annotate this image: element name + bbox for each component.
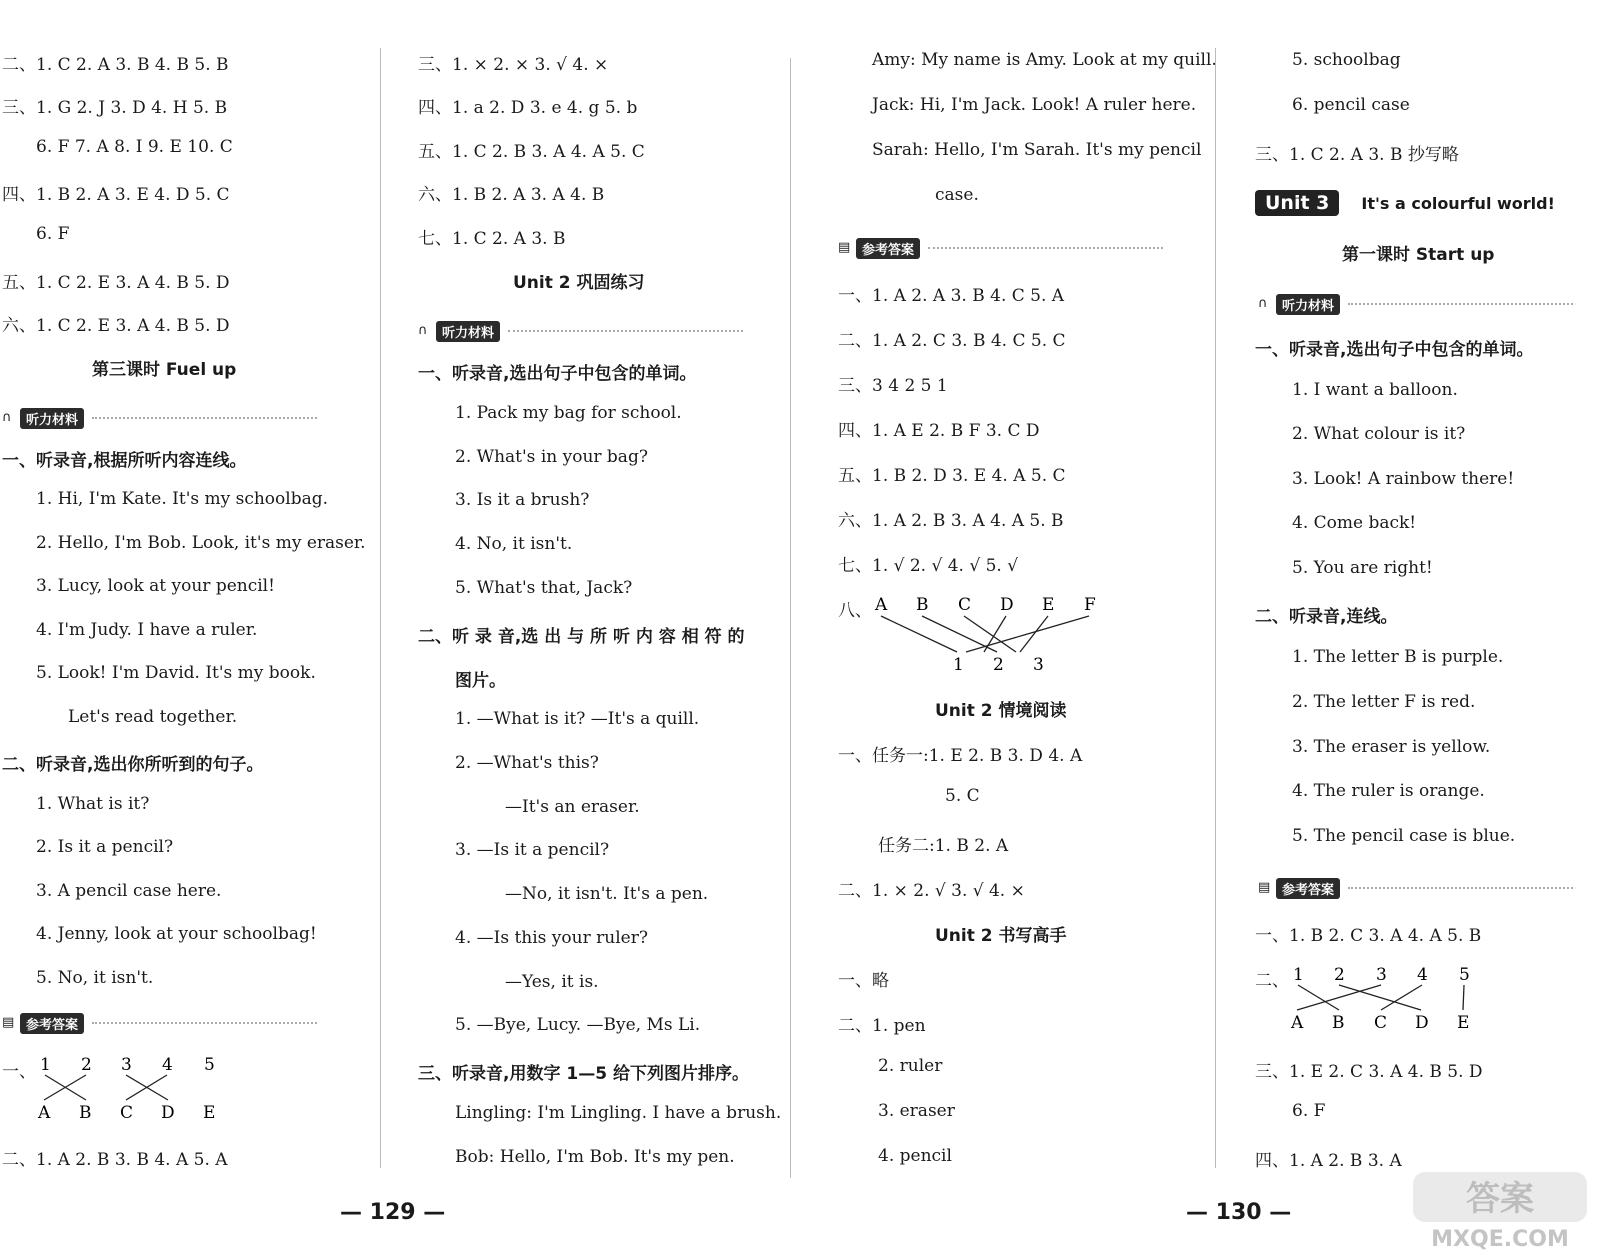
dotted-rule [508,330,743,332]
match-prefix: 一、 [2,1062,36,1082]
transcript-line: 4. Jenny, look at your schoolbag! [36,924,317,944]
watermark-text: 答案 [1466,1179,1534,1219]
transcript-line: 1. Pack my bag for school. [455,403,682,423]
question-title-cont: 图片。 [455,671,506,691]
headphones-icon: ∩ [1258,296,1268,311]
listening-tag [2,408,317,428]
dotted-rule [92,417,317,419]
section-title: 第三课时 Fuel up [92,360,237,380]
watermark-logo [1405,1168,1595,1253]
match-bottom-label: A [38,1103,51,1122]
transcript-line: 4. Come back! [1292,513,1417,533]
match-top-label: B [916,595,929,615]
answer-line: 六、1. B 2. A 3. A 4. B [418,185,605,205]
match-bottom-label: 1 [953,655,964,675]
transcript-line: 1. The letter B is purple. [1292,647,1504,667]
transcript-line: 4. No, it isn't. [455,534,573,554]
match-prefix: 八、 [838,601,872,621]
answer-line: 6. F 7. A 8. I 9. E 10. C [36,137,233,157]
answer-line: 四、1. A E 2. B F 3. C D [838,421,1040,441]
match-top-label: C [958,595,972,615]
transcript-line: 5. Look! I'm David. It's my book. [36,663,316,683]
answer-line: 七、1. C 2. A 3. B [418,229,566,249]
answer-line: 4. pencil [878,1146,952,1166]
transcript-line: 1. What is it? [36,794,150,814]
listening-tag [1258,294,1573,314]
headphones-icon: ∩ [2,410,12,425]
tag-label: 听力材料 [436,321,500,342]
answer-tag [1258,878,1573,898]
transcript-line: 1. Hi, I'm Kate. It's my schoolbag. [36,489,329,509]
transcript-line: 3. Is it a brush? [455,490,590,510]
answer-line: 二、1. pen [838,1016,926,1036]
match-bottom-label: E [203,1103,216,1122]
listening-tag [418,321,743,341]
match-top-label: 3 [121,1055,132,1075]
match-top-label: 2 [81,1055,92,1075]
question-title: 一、听录音,选出句子中包含的单词。 [1255,340,1534,360]
transcript-line: Lingling: I'm Lingling. I have a brush. [455,1103,782,1123]
transcript-line: 5. You are right! [1292,558,1433,578]
matching-diagram [870,592,1110,687]
answer-line: 一、1. A 2. A 3. B 4. C 5. A [838,286,1065,306]
match-line [984,616,1006,652]
matching-diagram [30,1052,230,1122]
transcript-line: —It's an eraser. [505,797,640,817]
watermark-url: MXQE.COM [1431,1227,1569,1252]
match-line [1381,985,1422,1010]
dialog-line: Amy: My name is Amy. Look at my quill. [872,50,1217,70]
match-top-label: 2 [1334,965,1345,985]
center-gutter [790,58,791,1178]
answer-line: 六、1. C 2. E 3. A 4. B 5. D [2,316,230,336]
match-top-label: 4 [1417,965,1428,985]
transcript-line: 4. The ruler is orange. [1292,781,1485,801]
unit-label: Unit 3 [1255,190,1339,216]
answer-line: 2. ruler [878,1056,943,1076]
tag-label: 听力材料 [20,408,84,429]
tag-label: 参考答案 [856,238,920,259]
headphones-icon: ∩ [418,323,428,338]
answer-line: 四、1. B 2. A 3. E 4. D 5. C [2,185,230,205]
dialog-line: Sarah: Hello, I'm Sarah. It's my pencil [872,140,1202,160]
match-top-label: E [1042,595,1055,615]
answer-line: 五、1. B 2. D 3. E 4. A 5. C [838,466,1066,486]
dialog-line: Jack: Hi, I'm Jack. Look! A ruler here. [872,95,1197,115]
match-top-label: 1 [1293,965,1304,985]
section-title: Unit 2 巩固练习 [513,273,645,293]
match-top-label: F [1084,595,1096,615]
transcript-line: 3. Lucy, look at your pencil! [36,576,275,596]
column-divider [380,48,381,1168]
match-line [966,616,1089,652]
match-line [209,1075,210,1100]
answer-line: 二、1. C 2. A 3. B 4. B 5. B [2,55,229,75]
match-line [1298,985,1339,1010]
match-line [1339,985,1421,1010]
answer-line: 6. pencil case [1292,95,1410,115]
match-prefix: 二、 [1255,971,1289,991]
answer-line: 任务二:1. B 2. A [878,836,1009,856]
transcript-line: 1. I want a balloon. [1292,380,1458,400]
answer-tag [838,238,1163,258]
transcript-line: 5. The pencil case is blue. [1292,826,1516,846]
section-title: Unit 2 书写高手 [935,926,1067,946]
column-divider [1215,48,1216,1168]
match-top-label: 5 [1459,965,1470,985]
answer-line: 三、1. C 2. A 3. B 抄写略 [1255,145,1459,165]
answer-line: 六、1. A 2. B 3. A 4. A 5. B [838,511,1064,531]
matching-diagram [1285,962,1485,1032]
match-line [881,616,957,652]
match-top-label: D [1000,595,1014,615]
transcript-line: 4. —Is this your ruler? [455,928,648,948]
match-top-label: A [875,595,888,615]
page-number: — 130 — [1186,1200,1292,1225]
question-title: 一、听录音,根据所听内容连线。 [2,451,247,471]
question-title: 三、听录音,用数字 1—5 给下列图片排序。 [418,1064,749,1084]
dotted-rule [1348,303,1573,305]
transcript-line: 3. —Is it a pencil? [455,840,610,860]
transcript-line: Bob: Hello, I'm Bob. It's my pen. [455,1147,735,1167]
page-number: — 129 — [340,1200,446,1225]
book-icon: ▤ [2,1015,15,1030]
dotted-rule [928,247,1163,249]
question-title: 二、听录音,选出你所听到的句子。 [2,755,264,775]
match-line [1020,616,1048,652]
dotted-rule [1348,887,1573,889]
answer-line: 三、1. G 2. J 3. D 4. H 5. B [2,98,228,118]
transcript-line: 3. Look! A rainbow there! [1292,469,1515,489]
book-icon: ▤ [1258,880,1271,895]
transcript-line: 3. The eraser is yellow. [1292,737,1491,757]
answer-line: 6. F [1292,1101,1326,1121]
match-line [1297,985,1381,1010]
match-bottom-label: C [1374,1013,1388,1032]
answer-line: 七、1. √ 2. √ 4. √ 5. √ [838,556,1019,576]
answer-line: 5. C [945,786,980,806]
answer-line: 一、任务一:1. E 2. B 3. D 4. A [838,746,1083,766]
transcript-line: 4. I'm Judy. I have a ruler. [36,620,258,640]
transcript-line: —Yes, it is. [505,972,599,992]
transcript-line: 5. —Bye, Lucy. —Bye, Ms Li. [455,1015,701,1035]
match-bottom-label: D [161,1103,175,1122]
transcript-line: 5. What's that, Jack? [455,578,633,598]
answer-line: 三、1. E 2. C 3. A 4. B 5. D [1255,1062,1483,1082]
transcript-line: 2. The letter F is red. [1292,692,1476,712]
tag-label: 参考答案 [1276,878,1340,899]
match-top-label: 5 [204,1055,215,1075]
answer-line: 五、1. C 2. E 3. A 4. B 5. D [2,273,230,293]
question-title: 二、听录音,连线。 [1255,607,1398,627]
section-title: Unit 2 情境阅读 [935,701,1067,721]
match-bottom-label: 3 [1033,655,1044,675]
transcript-line: 2. Hello, I'm Bob. Look, it's my eraser. [36,533,366,553]
answer-line: 一、1. B 2. C 3. A 4. A 5. B [1255,926,1482,946]
answer-line: 一、略 [838,971,889,991]
answer-line: 三、3 4 2 5 1 [838,376,948,396]
match-bottom-label: A [1291,1013,1304,1032]
match-bottom-label: B [79,1103,92,1122]
dialog-line: case. [935,185,979,205]
transcript-line: Let's read together. [68,707,238,727]
answer-line: 三、1. × 2. × 3. √ 4. × [418,55,609,75]
match-bottom-label: B [1332,1013,1345,1032]
dotted-rule [92,1022,317,1024]
match-bottom-label: E [1457,1013,1470,1032]
answer-tag [2,1013,317,1033]
transcript-line: 2. —What's this? [455,753,599,773]
tag-label: 参考答案 [20,1013,84,1034]
answer-line: 四、1. A 2. B 3. A [1255,1151,1402,1171]
match-top-label: 3 [1376,965,1387,985]
unit-subtitle: It's a colourful world! [1361,193,1555,213]
match-bottom-label: C [120,1103,134,1122]
answer-line: 5. schoolbag [1292,50,1401,70]
transcript-line: —No, it isn't. It's a pen. [505,884,709,904]
transcript-line: 3. A pencil case here. [36,881,222,901]
answer-line: 3. eraser [878,1101,955,1121]
answer-line: 6. F [36,224,70,244]
match-bottom-label: D [1415,1013,1429,1032]
tag-label: 听力材料 [1276,294,1340,315]
question-title: 二、听 录 音,选 出 与 所 听 内 容 相 符 的 [418,627,745,647]
answer-line: 五、1. C 2. B 3. A 4. A 5. C [418,142,645,162]
transcript-line: 5. No, it isn't. [36,968,154,988]
match-line [964,616,1016,652]
transcript-line: 2. What colour is it? [1292,424,1466,444]
book-icon: ▤ [838,240,851,255]
transcript-line: 2. What's in your bag? [455,447,648,467]
match-bottom-label: 2 [993,655,1004,675]
match-top-label: 4 [162,1055,173,1075]
match-top-label: 1 [40,1055,51,1075]
question-title: 一、听录音,选出句子中包含的单词。 [418,364,697,384]
answer-line: 四、1. a 2. D 3. e 4. g 5. b [418,98,638,118]
answer-line: 二、1. A 2. C 3. B 4. C 5. C [838,331,1066,351]
answer-line: 二、1. A 2. B 3. B 4. A 5. A [2,1150,228,1170]
unit-header [1255,190,1555,216]
match-line [1463,985,1464,1010]
answer-line: 二、1. × 2. √ 3. √ 4. × [838,881,1025,901]
transcript-line: 2. Is it a pencil? [36,837,174,857]
transcript-line: 1. —What is it? —It's a quill. [455,709,700,729]
section-title: 第一课时 Start up [1342,245,1495,265]
